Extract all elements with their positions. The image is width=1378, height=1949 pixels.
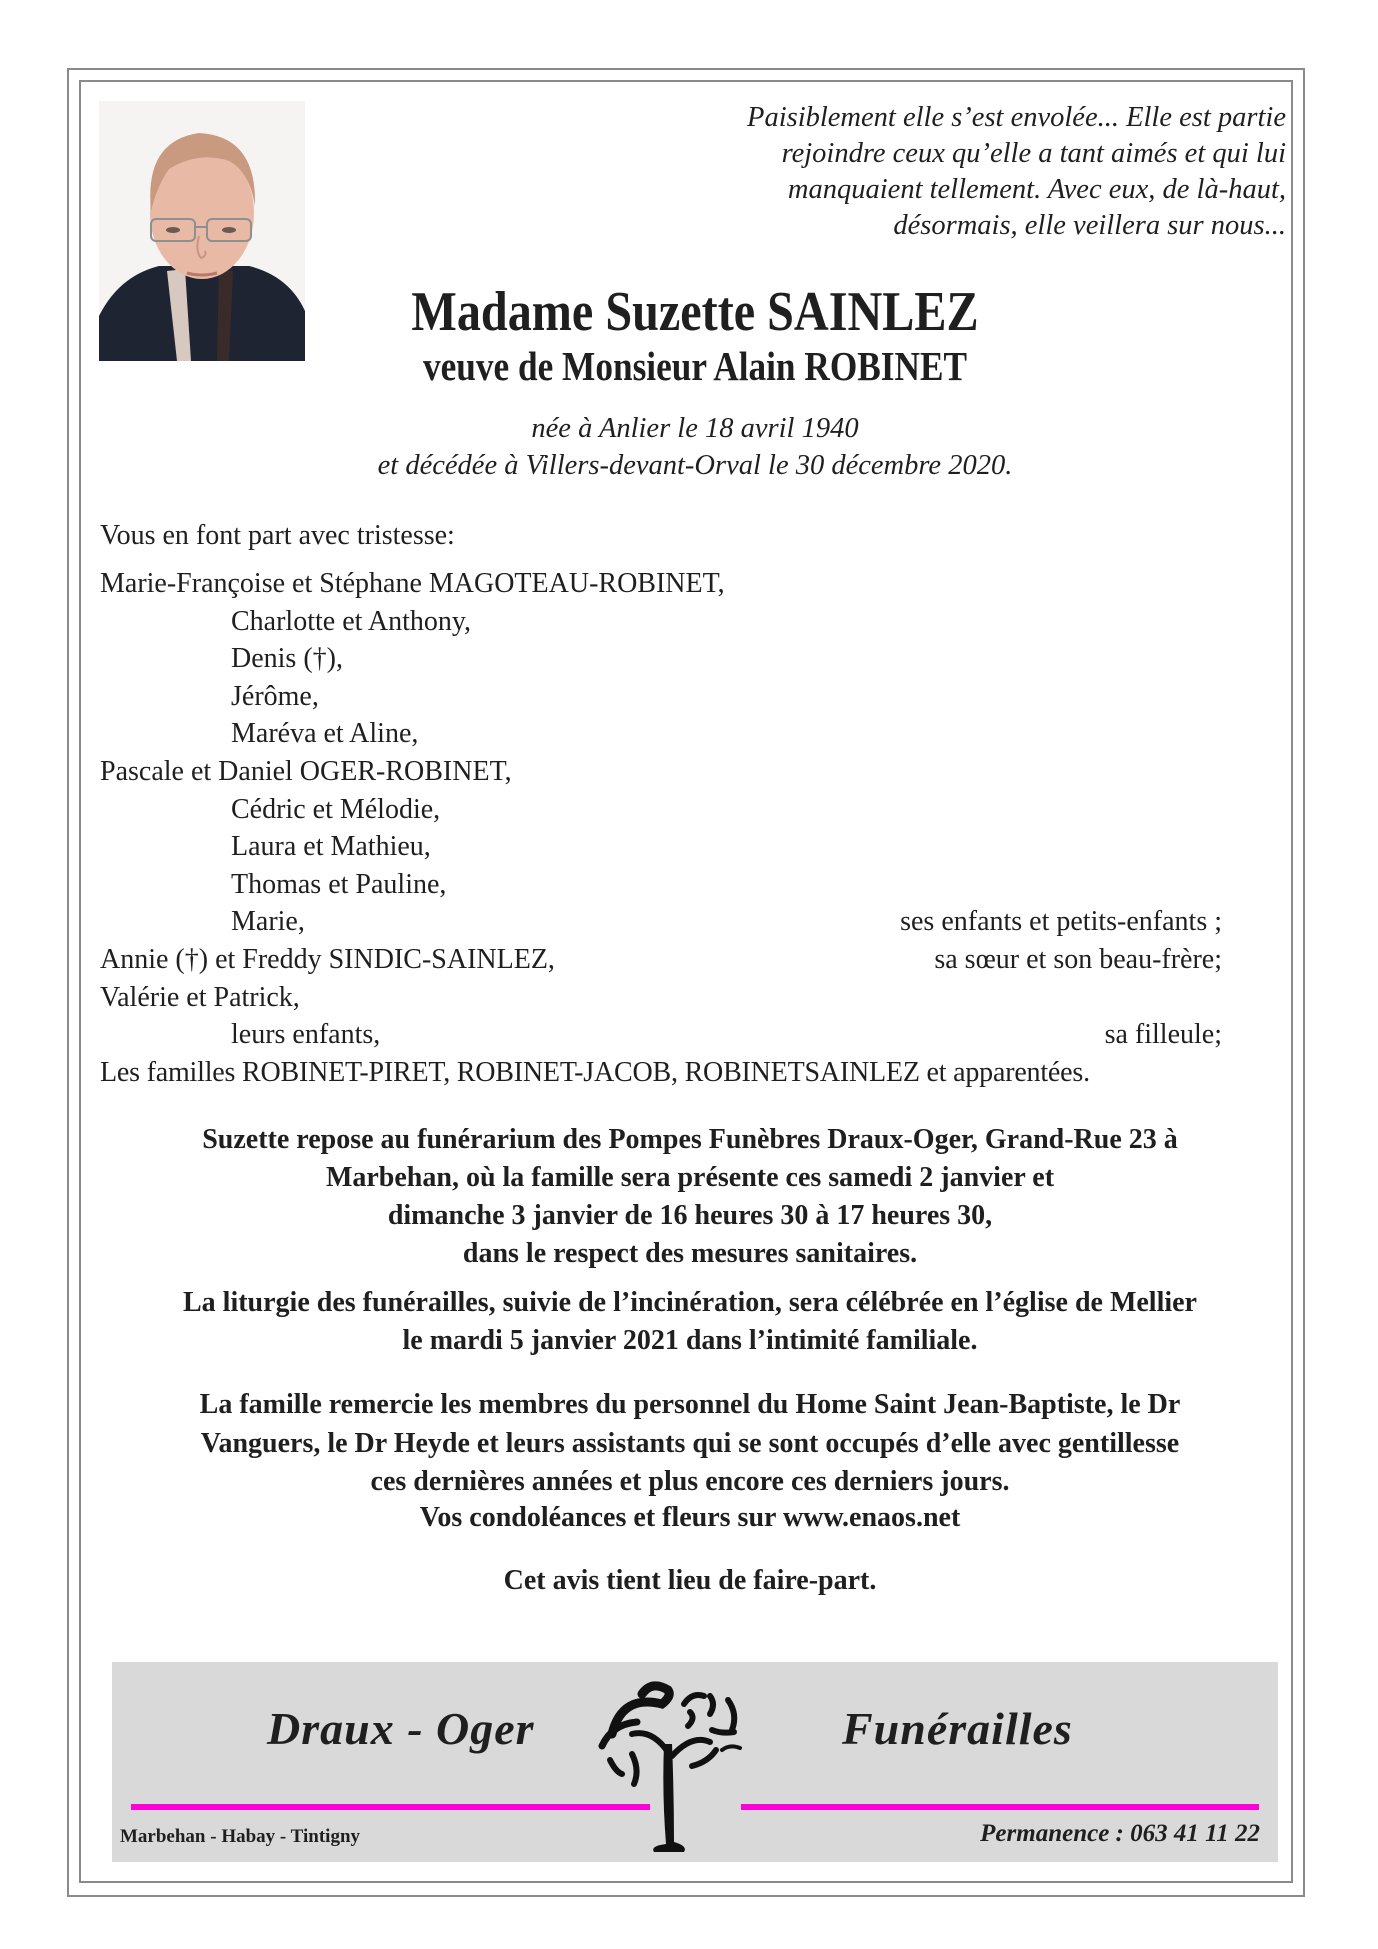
family-row [100,866,1280,904]
faire-part-line: Cet avis tient lieu de faire-part. [503,1565,877,1596]
notice-line: La liturgie des funérailles, suivie de l’incinération, sera célébrée en l’église de Mellier [182,1287,1197,1318]
family-name: Marie, [231,906,305,938]
family-relation: ses enfants et petits-enfants ; [900,906,1222,938]
phone-number[interactable]: Permanence : 063 41 11 22 [980,1820,1260,1847]
condolences-line[interactable]: Vos condoléances et fleurs sur www.enaos.net [419,1502,961,1533]
family-relation: sa sœur et son beau-frère; [934,943,1222,975]
accent-line-left [131,1804,650,1810]
family-row [100,903,1280,941]
family-row [100,678,1280,716]
poem-line: rejoindre ceux qu’elle a tant aimés et qui lui [781,138,1286,169]
funeral-home-banner [112,1662,1278,1862]
family-relation: sa filleule; [1104,1019,1222,1051]
family-name: Annie (†) et Freddy SINDIC-SAINLEZ, [100,943,555,975]
family-row [100,603,1280,641]
spouse-line: veuve de Monsieur Alain ROBINET [422,343,967,389]
brand-tagline: Funérailles [842,1703,1073,1754]
birth-line: née à Anlier le 18 avril 1940 [531,413,859,444]
thanks-notice [100,1386,1280,1502]
deceased-name: Madame Suzette SAINLEZ [411,281,979,343]
brand-name: Draux - Oger [267,1703,535,1754]
intro-text: Vous en font part avec tristesse: [100,520,455,551]
notice-line: Vanguers, le Dr Heyde et leurs assistants qui se sont occupés d’elle avec gentillesse [200,1427,1180,1459]
family-name: Denis (†), [231,643,343,675]
family-name: Marie-Françoise et Stéphane MAGOTEAU-ROBINET, [100,568,725,599]
portrait-image [99,101,305,361]
family-row [100,640,1280,678]
liturgy-notice [100,1284,1280,1360]
repose-notice [100,1121,1280,1273]
poem-line: Paisiblement elle s’est envolée... Elle est partie [747,102,1286,133]
family-row [100,979,1280,1017]
family-name: Charlotte et Anthony, [231,605,472,637]
family-row [100,1054,1280,1092]
family-name: Pascale et Daniel OGER-ROBINET, [100,755,512,787]
family-row [100,1016,1280,1054]
poem-line: désormais, elle veillera sur nous... [893,210,1286,241]
condolences-notice [100,1499,1280,1537]
notice-line: Marbehan, où la famille sera présente ces samedi 2 janvier et [325,1162,1055,1193]
notice-line: dimanche 3 janvier de 16 heures 30 à 17 heures 30, [387,1200,993,1231]
family-name: Thomas et Pauline, [231,868,447,900]
portrait-photo [99,101,305,361]
accent-line-right [741,1804,1259,1810]
notice-line: dans le respect des mesures sanitaires. [462,1238,918,1269]
family-name: Jérôme, [231,680,319,712]
family-name: Maréva et Aline, [231,718,419,750]
family-name: Valérie et Patrick, [100,981,300,1013]
family-name: Les familles ROBINET-PIRET, ROBINET-JACOB, ROBINETSAINLEZ et apparentées. [100,1056,1090,1088]
poem [586,100,1286,244]
family-list [100,565,1280,1091]
family-name: Laura et Mathieu, [231,831,431,863]
birth-death-dates [300,410,1090,484]
family-row [100,791,1280,829]
family-row [100,565,1280,603]
branch-towns: Marbehan - Habay - Tintigny [120,1826,361,1847]
family-row [100,753,1280,791]
death-line: et décédée à Villers-devant-Orval le 30 décembre 2020. [377,450,1013,481]
faire-part-notice [100,1562,1280,1600]
notice-line: Suzette repose au funérarium des Pompes Funèbres Draux-Oger, Grand-Rue 23 à [202,1124,1178,1155]
notice-line: le mardi 5 janvier 2021 dans l’intimité familiale. [402,1325,978,1356]
family-row [100,715,1280,753]
poem-line: manquaient tellement. Avec eux, de là-haut, [787,174,1286,205]
notice-line: La famille remercie les membres du personnel du Home Saint Jean-Baptiste, le Dr [199,1389,1181,1420]
family-row [100,828,1280,866]
tree-icon [592,1674,752,1854]
family-name: leurs enfants, [231,1019,381,1051]
family-name: Cédric et Mélodie, [231,793,441,825]
notice-line: ces dernières années et plus encore ces derniers jours. [370,1466,1010,1497]
family-row [100,941,1280,979]
